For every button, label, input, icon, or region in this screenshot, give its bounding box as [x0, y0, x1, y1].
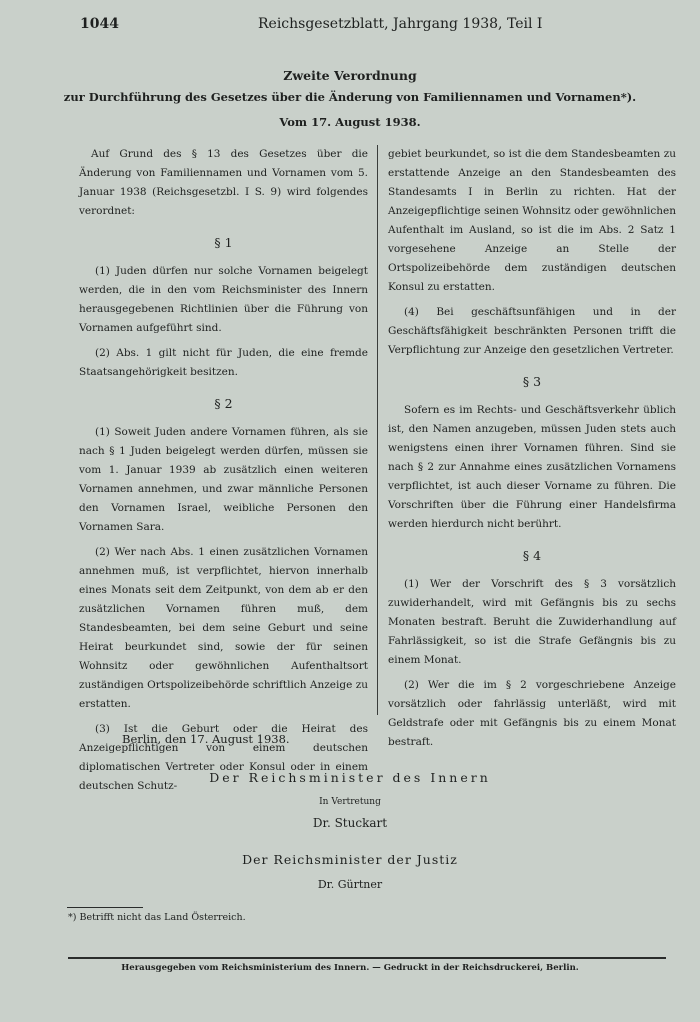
signatory-guertner: Dr. Gürtner: [317, 878, 383, 891]
ordinance-title: Zweite Verordnung: [283, 68, 417, 83]
section-2-heading: § 2: [214, 396, 233, 411]
section-3-heading: § 3: [522, 374, 542, 389]
section-2-paragraph-1: (1) Soweit Juden andere Vornamen führen, als sie nach § 1 Juden beigelegt werden dürfen, müssen sie vom 1. Januar 1939 ab zusätzlich einen weiteren Vornamen annehmen, und zwar männliche Personen den Vornamen Israel, weibliche Personen den Vornamen Sara.: [79, 426, 368, 533]
gazette-title: Reichsgesetzblatt, Jahrgang 1938, Teil I: [258, 16, 543, 32]
footer-rule: [68, 957, 666, 959]
signatory-stuckart: Dr. Stuckart: [312, 816, 388, 830]
deputy-note: In Vertretung: [319, 797, 381, 807]
publisher-line: Herausgegeben vom Reichsministerium des Innern. — Gedruckt in der Reichsdruckerei, Berlin.: [121, 963, 579, 973]
footnote: *) Betrifft nicht das Land Österreich.: [68, 912, 246, 923]
section-2-paragraph-3-continued: gebiet beurkundet, so ist die dem Standesbeamten zu erstattende Anzeige an den Standesbeamten des Standesamts I in Berlin zu richten. Hat der Anzeigepflichtige seinen Wohnsitz oder gewöhnlichen Aufenthalt im Ausland, so ist die im Abs. 2 Satz 1 vorgesehene Anzeige an Stelle der Ortspolizeibehörde dem zuständigen deutschen Konsul zu erstatten.: [388, 148, 676, 293]
justice-minister-title: Der Reichsminister der Justiz: [242, 852, 458, 867]
ordinance-date: Vom 17. August 1938.: [279, 115, 421, 129]
page-number: 1044: [80, 16, 119, 32]
section-3-paragraph-1: Sofern es im Rechts- und Geschäftsverkehr üblich ist, den Namen anzugeben, müssen Juden stets auch wenigstens einen ihrer Vornamen führen. Sind sie nach § 2 zur Annahme eines zusätzlichen Vornamens verpflichtet, ist auch dieser Vorname zu führen. Die Vorschriften über die Führung einer Handelsfirma werden hierdurch nicht berührt.: [388, 404, 676, 530]
section-2-paragraph-2: (2) Wer nach Abs. 1 einen zusätzlichen Vornamen annehmen muß, ist verpflichtet, hiervon innerhalb eines Monats seit dem Zeitpunkt, von dem ab er den zusätzlichen Vornamen führen muß, dem Standesbeamten, bei dem seine Geburt und seine Heirat beurkundet sind, sowie der für seinen Wohnsitz oder gewöhnlichen Aufenthaltsort zuständigen Ortspolizeibehörde schriftlich Anzeige zu erstatten.: [79, 546, 368, 710]
intro-paragraph: Auf Grund des § 13 des Gesetzes über die Änderung von Familiennamen und Vornamen vom 5. Januar 1938 (Reichsgesetzbl. I S. 9) wird folgendes verordnet:: [79, 148, 368, 217]
column-divider: [377, 145, 378, 715]
section-1-paragraph-2: (2) Abs. 1 gilt nicht für Juden, die eine fremde Staatsangehörigkeit besitzen.: [79, 347, 368, 378]
section-4-heading: § 4: [522, 548, 542, 563]
place-and-date: Berlin, den 17. August 1938.: [122, 732, 290, 746]
section-2-paragraph-3: (3) Ist die Geburt oder die Heirat des Anzeigepflichtigen von einem deutschen diplomatischen Vertreter oder Konsul oder in einem deutschen Schutz-: [79, 723, 368, 792]
footnote-rule: [67, 907, 143, 908]
section-2-paragraph-4: (4) Bei geschäftsunfähigen und in der Geschäftsfähigkeit beschränkten Personen trifft die Verpflichtung zur Anzeige den gesetzlichen Vertreter.: [388, 306, 676, 356]
section-1-paragraph-1: (1) Juden dürfen nur solche Vornamen beigelegt werden, die in den vom Reichsminister des Innern herausgegebenen Richtlinien über die Führung von Vornamen aufgeführt sind.: [79, 265, 368, 334]
section-4-paragraph-2: (2) Wer die im § 2 vorgeschriebene Anzeige vorsätzlich oder fahrlässig unterläßt, wird mit Geldstrafe oder mit Gefängnis bis zu einem Monat bestraft.: [388, 679, 676, 748]
section-4-paragraph-1: (1) Wer der Vorschrift des § 3 vorsätzlich zuwiderhandelt, wird mit Gefängnis bis zu sechs Monaten bestraft. Beruht die Zuwiderhandlung auf Fahrlässigkeit, so ist die Strafe Gefängnis bis zu einem Monat.: [388, 578, 676, 666]
ordinance-subtitle: zur Durchführung des Gesetzes über die Änderung von Familiennamen und Vornamen*).: [63, 90, 637, 104]
left-column: [79, 145, 368, 802]
right-column: [388, 145, 676, 758]
interior-minister-title: Der Reichsminister des Innern: [209, 770, 491, 785]
section-1-heading: § 1: [214, 235, 233, 250]
